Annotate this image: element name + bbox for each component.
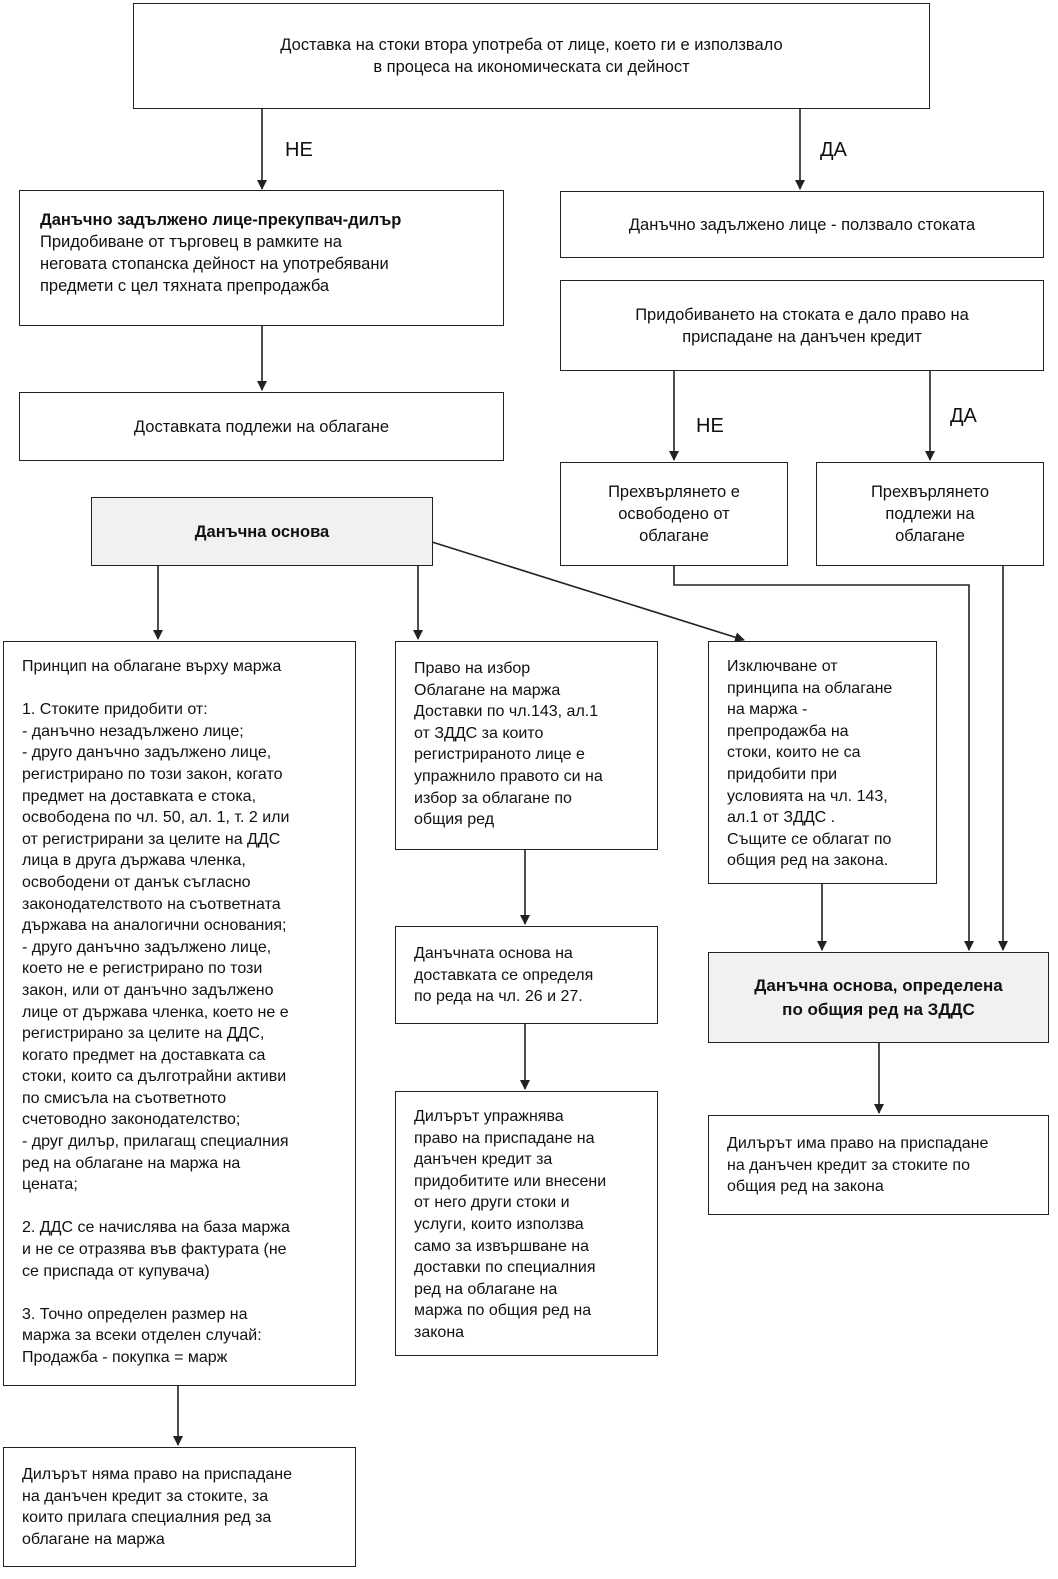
tax-base-box: Данъчна основа bbox=[91, 497, 433, 566]
dealer-box bbox=[19, 190, 504, 326]
general-credit-box: Дилърът има право на приспадане на данъчен кредит за стоките по общия ред на закона bbox=[708, 1115, 1049, 1215]
margin-principle-box: Принцип на облагане върху маржа 1. Стоките придобити от: - данъчно незадължено лице; - друго данъчно задължено лице, регистрирано по този закон, когато предмет на доставката е стока, освободена по чл. 50, ал. 1, т. 2 или от регистрирани за целите на ДДС лица в друга държава членка, освободени от данък съгласно законодателството на съответната държава на аналогични основания; - друго данъчно задължено лице, което не е регистрирано по този закон, или от данъчно задължено лице от държава членка, което не е регистрирано за целите на ДДС, когато предмет на доставката са стоки, които са дълготрайни активи по смисъла на съответното счетоводно законодателство; - друг дилър, прилагащ специалния ред на облагане на маржа на цената; 2. ДДС се начислява на база маржа и не се отразява във фактурата (не се приспада от купувача) 3. Точно определен размер на маржа за всеки отделен случай: Продажба - покупка = марж bbox=[3, 641, 356, 1386]
dealer-box-body: Придобиване от търговец в рамките на неговата стопанска дейност на употребявани предмети с цел тяхната препродажба bbox=[40, 233, 389, 295]
used-goods-box: Данъчно задължено лице - ползвало стоката bbox=[560, 191, 1044, 258]
art26-box: Данъчната основа на доставката се определя по реда на чл. 26 и 27. bbox=[395, 926, 658, 1024]
credit-question-box: Придобиването на стоката е дало право на приспадане на данъчен кредит bbox=[560, 280, 1044, 371]
dealer-box-title: Данъчно задължено лице-прекупвач-дилър bbox=[40, 211, 402, 229]
label-left-no: НЕ bbox=[285, 139, 313, 161]
taxable-supply-box: Доставката подлежи на облагане bbox=[19, 392, 504, 461]
label-credit-no: НЕ bbox=[696, 415, 724, 437]
general-base-box: Данъчна основа, определена по общия ред на ЗДДС bbox=[708, 952, 1049, 1043]
top-box: Доставка на стоки втора употреба от лице, което ги е използвало в процеса на икономическата си дейност bbox=[133, 3, 930, 109]
taxable-transfer-box: Прехвърлянето подлежи на облагане bbox=[816, 462, 1044, 566]
no-credit-box: Дилърът няма право на приспадане на данъчен кредит за стоките, за които прилага специалния ред за облагане на маржа bbox=[3, 1447, 356, 1567]
exclusion-box: Изключване от принципа на облагане на маржа - препродажба на стоки, които не са придобити при условията на чл. 143, ал.1 от ЗДДС . Същите се облагат по общия ред на закона. bbox=[708, 641, 937, 884]
label-right-yes: ДА bbox=[820, 139, 847, 161]
choice-box: Право на избор Облагане на маржа Доставки по чл.143, ал.1 от ЗДДС за които регистрираното лице е упражнило правото си на избор за облагане по общия ред bbox=[395, 641, 658, 850]
label-credit-yes: ДА bbox=[950, 405, 977, 427]
dealer-credit-box: Дилърът упражнява право на приспадане на данъчен кредит за придобитите или внесени от него други стоки и услуги, които използва само за извършване на доставки по специалния ред на облагане на маржа по общия ред на закона bbox=[395, 1091, 658, 1356]
exempt-transfer-box: Прехвърлянето е освободено от облагане bbox=[560, 462, 788, 566]
